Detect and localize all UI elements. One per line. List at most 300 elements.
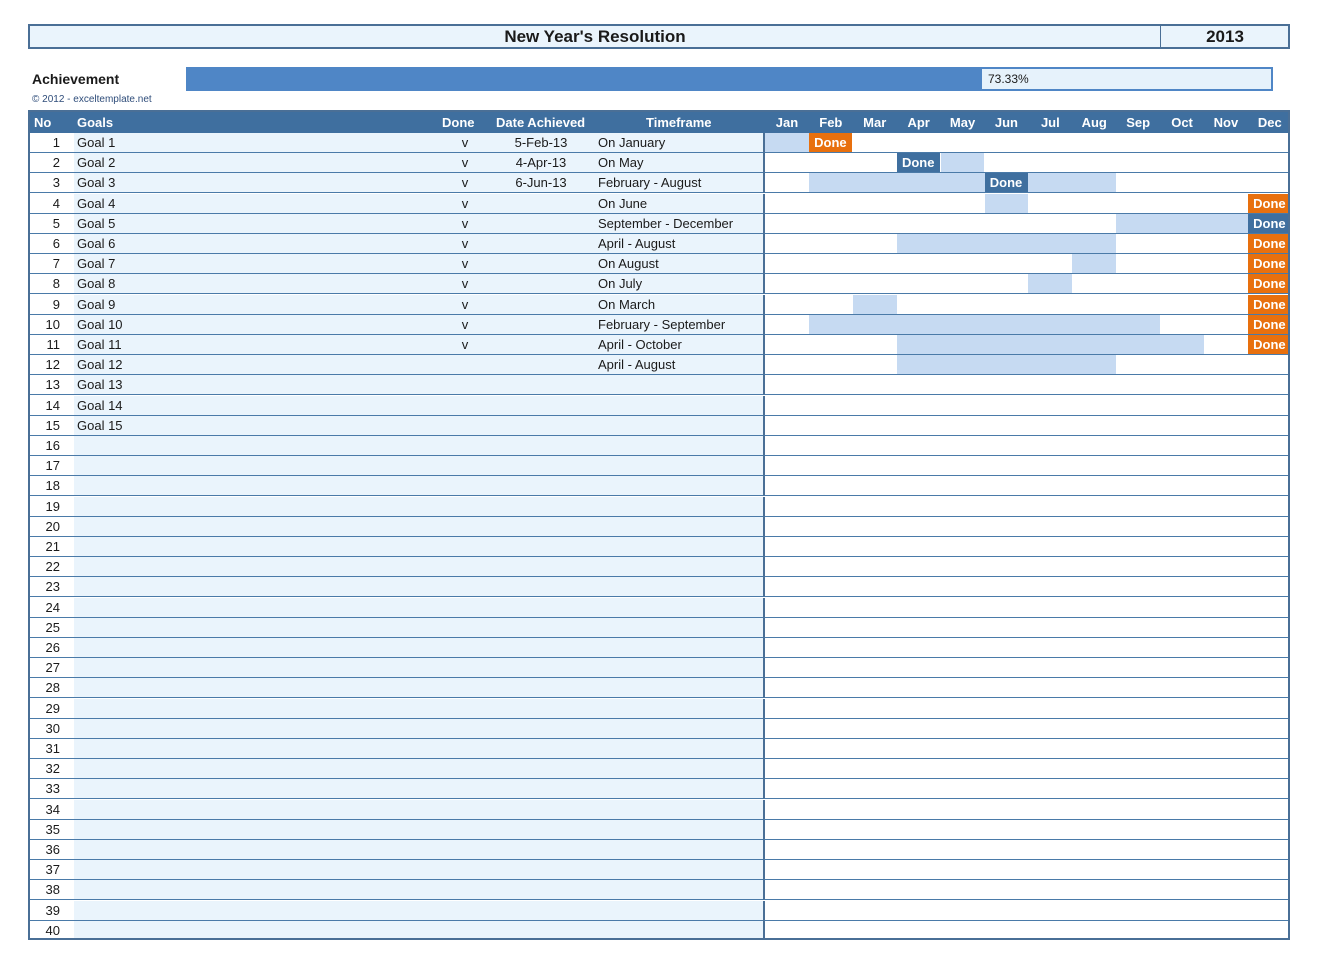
date-achieved[interactable]: [496, 618, 586, 637]
goal-name[interactable]: Goal 1: [77, 135, 116, 150]
timeframe-bar: [897, 335, 1204, 354]
row-info: [30, 678, 763, 698]
row-number[interactable]: 10: [45, 316, 60, 332]
date-achieved[interactable]: [496, 355, 586, 374]
done-marker: Done: [1248, 194, 1290, 213]
goal-name[interactable]: Goal 3: [77, 175, 116, 191]
table-row: [30, 254, 1288, 274]
header-done: Done: [442, 115, 475, 130]
goal-name[interactable]: Goal 10: [77, 316, 123, 332]
done-check[interactable]: [450, 355, 480, 374]
timeframe[interactable]: [598, 820, 763, 839]
table-row: [30, 517, 1288, 537]
date-achieved[interactable]: [496, 274, 586, 293]
month-timeline: [763, 901, 1290, 921]
row-number[interactable]: 35: [45, 821, 60, 837]
date-achieved[interactable]: [496, 678, 586, 697]
timeframe-bar: [765, 133, 809, 152]
goal-name[interactable]: [77, 739, 377, 758]
timeframe[interactable]: [598, 800, 763, 819]
goal-name[interactable]: Goal 8: [77, 276, 116, 292]
goal-name[interactable]: [77, 860, 377, 879]
row-number[interactable]: 15: [45, 417, 60, 433]
row-info: [30, 153, 763, 173]
row-number[interactable]: 38: [45, 882, 60, 898]
goal-name[interactable]: [77, 800, 377, 819]
month-timeline: [763, 577, 1290, 597]
row-number[interactable]: 12: [45, 357, 60, 373]
done-check[interactable]: [450, 840, 480, 859]
row-number[interactable]: 2: [52, 155, 60, 171]
date-achieved[interactable]: [496, 739, 586, 758]
done-check[interactable]: [450, 759, 480, 778]
done-check[interactable]: [450, 375, 480, 394]
table-row: [30, 335, 1288, 355]
row-number[interactable]: 18: [45, 478, 60, 494]
row-number[interactable]: 14: [45, 397, 60, 413]
date-achieved[interactable]: [496, 658, 586, 677]
table-row: [30, 234, 1288, 254]
timeframe[interactable]: [598, 901, 763, 920]
row-number[interactable]: 25: [45, 619, 60, 635]
date-achieved[interactable]: [496, 840, 586, 859]
month-timeline: [763, 497, 1290, 517]
row-info: [30, 436, 763, 456]
goal-name[interactable]: [77, 779, 377, 798]
table-row: [30, 456, 1288, 476]
timeframe[interactable]: [598, 699, 763, 718]
date-achieved[interactable]: [496, 699, 586, 718]
done-marker: Done: [1248, 254, 1290, 273]
row-number[interactable]: 39: [45, 902, 60, 918]
row-number[interactable]: 16: [45, 438, 60, 453]
timeframe[interactable]: [598, 396, 763, 415]
goal-name[interactable]: [77, 638, 377, 657]
date-achieved[interactable]: [496, 880, 586, 899]
month-timeline: [763, 658, 1290, 678]
timeframe[interactable]: [598, 779, 763, 798]
timeframe[interactable]: On January: [598, 135, 666, 150]
done-check[interactable]: [450, 860, 480, 879]
timeframe[interactable]: On May: [598, 155, 644, 171]
timeframe[interactable]: September - December: [598, 215, 734, 231]
date-achieved[interactable]: [496, 396, 586, 415]
row-number[interactable]: 23: [45, 579, 60, 595]
done-marker: Done: [897, 153, 940, 172]
row-number[interactable]: 11: [46, 337, 60, 352]
date-achieved[interactable]: [496, 375, 586, 394]
done-check[interactable]: [450, 517, 480, 536]
done-check[interactable]: [450, 456, 480, 475]
timeframe[interactable]: [598, 759, 763, 778]
month-timeline: [763, 133, 1290, 153]
date-achieved[interactable]: [496, 921, 586, 940]
goal-name[interactable]: Goal 6: [77, 236, 116, 251]
month-timeline: [763, 234, 1290, 254]
done-check[interactable]: [450, 618, 480, 637]
date-achieved[interactable]: [496, 719, 586, 738]
goal-name[interactable]: [77, 476, 377, 495]
month-timeline: [763, 759, 1290, 779]
timeframe[interactable]: February - September: [598, 316, 726, 332]
done-check[interactable]: [450, 800, 480, 819]
timeframe[interactable]: [598, 638, 763, 657]
done-check[interactable]: [450, 396, 480, 415]
table-row: [30, 577, 1288, 597]
goal-name[interactable]: [77, 537, 377, 556]
table-row: [30, 153, 1288, 173]
goal-name[interactable]: [77, 618, 377, 637]
goal-name[interactable]: Goal 4: [77, 195, 116, 211]
timeframe[interactable]: [598, 537, 763, 556]
row-info: [30, 618, 763, 638]
header-date-achieved: Date Achieved: [496, 115, 586, 130]
timeframe[interactable]: [598, 517, 763, 536]
table-row: [30, 699, 1288, 719]
timeframe-bar: [1072, 254, 1116, 273]
goal-name[interactable]: [77, 699, 377, 718]
date-achieved[interactable]: [496, 517, 586, 536]
date-achieved[interactable]: [496, 315, 586, 334]
timeframe[interactable]: On July: [598, 276, 643, 292]
month-timeline: [763, 618, 1290, 638]
header-month: Jun: [994, 115, 1018, 130]
month-timeline: [763, 880, 1290, 900]
achievement-percent: 73.33%: [988, 72, 1029, 86]
row-info: [30, 396, 763, 416]
table-row: [30, 618, 1288, 638]
row-number[interactable]: 40: [45, 922, 60, 938]
done-check[interactable]: [450, 739, 480, 758]
done-check[interactable]: [450, 557, 480, 576]
row-info: [30, 173, 763, 193]
row-number[interactable]: 19: [45, 498, 60, 514]
table-row: [30, 840, 1288, 860]
goal-name[interactable]: [77, 880, 377, 899]
done-check[interactable]: [450, 598, 480, 617]
row-number[interactable]: 24: [45, 599, 60, 615]
done-marker: Done: [1248, 214, 1290, 233]
row-info: [30, 194, 763, 214]
goal-name[interactable]: [77, 557, 377, 576]
table-header: [30, 112, 1288, 133]
row-number[interactable]: 3: [52, 175, 60, 191]
date-achieved[interactable]: [496, 416, 586, 435]
done-check[interactable]: [450, 476, 480, 495]
done-check[interactable]: v: [461, 256, 469, 272]
row-info: [30, 800, 763, 820]
timeframe[interactable]: On June: [598, 195, 648, 211]
date-achieved[interactable]: [496, 497, 586, 516]
done-marker: Done: [1248, 295, 1290, 314]
goal-name[interactable]: Goal 9: [77, 296, 116, 312]
timeframe[interactable]: February - August: [598, 175, 702, 191]
timeframe[interactable]: [598, 375, 763, 394]
done-check[interactable]: [450, 537, 480, 556]
goal-name[interactable]: [77, 719, 377, 738]
row-info: [30, 315, 763, 335]
goal-name[interactable]: [77, 820, 377, 839]
timeframe[interactable]: [598, 436, 763, 455]
row-info: [30, 860, 763, 880]
row-info: [30, 355, 763, 375]
date-achieved[interactable]: [496, 537, 586, 556]
timeframe[interactable]: April - October: [598, 337, 682, 352]
date-achieved[interactable]: [496, 598, 586, 617]
row-number[interactable]: 34: [45, 801, 60, 817]
timeframe[interactable]: [598, 921, 763, 940]
row-info: [30, 557, 763, 577]
date-achieved[interactable]: 5-Feb-13: [514, 135, 568, 150]
month-timeline: [763, 678, 1290, 698]
done-check[interactable]: v: [461, 175, 469, 191]
date-achieved[interactable]: [496, 194, 586, 213]
goal-name[interactable]: Goal 5: [77, 215, 116, 231]
date-achieved[interactable]: [496, 214, 586, 233]
row-number[interactable]: 8: [52, 276, 60, 292]
goal-name[interactable]: [77, 436, 377, 455]
goal-name[interactable]: [77, 517, 377, 536]
row-info: [30, 133, 763, 153]
done-check[interactable]: v: [461, 296, 469, 312]
row-number[interactable]: 4: [52, 195, 60, 211]
done-check[interactable]: v: [461, 195, 469, 211]
row-number[interactable]: 13: [45, 377, 60, 393]
timeframe-bar: [985, 194, 1029, 213]
row-info: [30, 921, 763, 940]
row-number[interactable]: 33: [45, 781, 60, 797]
goal-name[interactable]: [77, 901, 377, 920]
done-check[interactable]: [450, 436, 480, 455]
goal-name[interactable]: Goal 15: [77, 417, 123, 433]
goal-name[interactable]: Goal 7: [77, 256, 116, 272]
row-number[interactable]: 5: [52, 215, 60, 231]
row-number[interactable]: 21: [45, 539, 60, 554]
table-row: [30, 779, 1288, 799]
month-timeline: [763, 335, 1290, 355]
header-month: May: [949, 115, 976, 130]
done-check[interactable]: [450, 820, 480, 839]
done-check[interactable]: [450, 678, 480, 697]
timeframe[interactable]: [598, 618, 763, 637]
timeframe[interactable]: [598, 497, 763, 516]
row-number[interactable]: 9: [52, 296, 60, 312]
row-number[interactable]: 37: [45, 862, 60, 878]
row-info: [30, 214, 763, 234]
date-achieved[interactable]: [496, 860, 586, 879]
done-marker: Done: [1248, 234, 1290, 253]
table-row: [30, 497, 1288, 517]
timeframe[interactable]: [598, 860, 763, 879]
row-info: [30, 658, 763, 678]
done-check[interactable]: [450, 779, 480, 798]
done-check[interactable]: v: [461, 316, 469, 332]
row-info: [30, 699, 763, 719]
row-number[interactable]: 36: [45, 842, 60, 857]
timeframe-bar: [809, 173, 1116, 192]
table-row: [30, 355, 1288, 375]
row-info: [30, 577, 763, 597]
timeframe[interactable]: [598, 658, 763, 677]
header-month: Oct: [1171, 115, 1193, 130]
done-marker: Done: [1248, 335, 1290, 354]
date-achieved[interactable]: [496, 234, 586, 253]
timeframe[interactable]: On August: [598, 256, 659, 272]
done-marker: Done: [985, 173, 1028, 192]
row-info: [30, 335, 763, 355]
goal-name[interactable]: Goal 11: [77, 337, 122, 352]
date-achieved[interactable]: [496, 557, 586, 576]
month-timeline: [763, 860, 1290, 880]
date-achieved[interactable]: [496, 759, 586, 778]
month-timeline: [763, 396, 1290, 416]
done-check[interactable]: [450, 497, 480, 516]
date-achieved[interactable]: [496, 436, 586, 455]
month-timeline: [763, 537, 1290, 557]
goal-name[interactable]: [77, 456, 377, 475]
row-number[interactable]: 32: [45, 761, 60, 777]
goal-name[interactable]: Goal 14: [77, 397, 123, 413]
date-achieved[interactable]: [496, 335, 586, 354]
done-check[interactable]: [450, 699, 480, 718]
table-row: [30, 557, 1288, 577]
timeframe[interactable]: [598, 577, 763, 596]
date-achieved[interactable]: [496, 800, 586, 819]
row-info: [30, 254, 763, 274]
year-cell[interactable]: 2013: [1160, 26, 1289, 47]
row-number[interactable]: 22: [45, 559, 60, 575]
month-timeline: [763, 517, 1290, 537]
done-check[interactable]: [450, 921, 480, 940]
header-month: Feb: [819, 115, 843, 130]
row-number[interactable]: 28: [45, 680, 60, 696]
timeframe[interactable]: [598, 598, 763, 617]
timeframe[interactable]: [598, 840, 763, 859]
row-number[interactable]: 17: [45, 458, 60, 474]
table-row: [30, 194, 1288, 214]
goal-name[interactable]: Goal 2: [77, 155, 116, 171]
goal-name[interactable]: [77, 577, 377, 596]
table-row: [30, 739, 1288, 759]
timeframe-bar: [941, 153, 985, 172]
timeframe[interactable]: April - August: [598, 236, 676, 251]
timeframe[interactable]: April - August: [598, 357, 676, 373]
date-achieved[interactable]: [496, 820, 586, 839]
done-check[interactable]: [450, 719, 480, 738]
row-number[interactable]: 1: [52, 135, 60, 150]
goal-name[interactable]: Goal 13: [77, 377, 123, 393]
row-info: [30, 739, 763, 759]
date-achieved[interactable]: [496, 254, 586, 273]
month-timeline: [763, 194, 1290, 214]
done-check[interactable]: v: [461, 155, 469, 171]
table-row: [30, 476, 1288, 496]
timeframe[interactable]: [598, 678, 763, 697]
date-achieved[interactable]: 4-Apr-13: [515, 155, 567, 171]
done-check[interactable]: [450, 901, 480, 920]
date-achieved[interactable]: [496, 577, 586, 596]
done-check[interactable]: [450, 577, 480, 596]
goal-name[interactable]: [77, 678, 377, 697]
row-number[interactable]: 30: [45, 720, 60, 736]
month-timeline: [763, 779, 1290, 799]
goal-name[interactable]: [77, 921, 377, 940]
done-check[interactable]: v: [461, 276, 469, 292]
date-achieved[interactable]: [496, 295, 586, 314]
month-timeline: [763, 921, 1290, 940]
done-check[interactable]: [450, 416, 480, 435]
done-check[interactable]: v: [461, 215, 469, 231]
table-row: [30, 436, 1288, 456]
timeframe-bar: [853, 295, 897, 314]
goal-name[interactable]: [77, 497, 377, 516]
table-row: [30, 396, 1288, 416]
date-achieved[interactable]: 6-Jun-13: [515, 175, 567, 191]
date-achieved[interactable]: [496, 456, 586, 475]
table-row: [30, 537, 1288, 557]
goal-name[interactable]: [77, 840, 377, 859]
row-info: [30, 476, 763, 496]
month-timeline: [763, 214, 1290, 234]
timeframe[interactable]: [598, 739, 763, 758]
timeframe[interactable]: [598, 880, 763, 899]
goal-name[interactable]: [77, 759, 377, 778]
done-check[interactable]: v: [461, 135, 469, 150]
row-number[interactable]: 27: [45, 660, 60, 676]
table-row: [30, 860, 1288, 880]
date-achieved[interactable]: [496, 901, 586, 920]
done-check[interactable]: [450, 638, 480, 657]
table-row: [30, 214, 1288, 234]
table-row: [30, 921, 1288, 940]
row-number[interactable]: 6: [52, 236, 60, 251]
row-info: [30, 497, 763, 517]
title-bar: [28, 24, 1290, 49]
row-number[interactable]: 26: [45, 640, 60, 655]
done-check[interactable]: [450, 658, 480, 677]
goal-name[interactable]: Goal 12: [77, 357, 123, 373]
date-achieved[interactable]: [496, 476, 586, 495]
date-achieved[interactable]: [496, 638, 586, 657]
timeframe[interactable]: [598, 416, 763, 435]
timeframe[interactable]: [598, 456, 763, 475]
row-number[interactable]: 7: [52, 256, 60, 272]
done-check[interactable]: [450, 880, 480, 899]
row-number[interactable]: 31: [45, 741, 60, 756]
timeframe[interactable]: [598, 557, 763, 576]
timeframe[interactable]: [598, 476, 763, 495]
achievement-progress-fill: [188, 69, 982, 89]
goal-name[interactable]: [77, 598, 377, 617]
row-number[interactable]: 20: [45, 518, 60, 534]
date-achieved[interactable]: [496, 779, 586, 798]
done-marker: Done: [1248, 315, 1290, 334]
table-row: [30, 658, 1288, 678]
month-timeline: [763, 315, 1290, 335]
row-info: [30, 517, 763, 537]
done-check[interactable]: v: [461, 337, 469, 352]
row-info: [30, 638, 763, 658]
timeframe[interactable]: On March: [598, 296, 656, 312]
row-info: [30, 901, 763, 921]
timeframe[interactable]: [598, 719, 763, 738]
table-row: [30, 719, 1288, 739]
done-check[interactable]: v: [461, 236, 469, 251]
month-timeline: [763, 153, 1290, 173]
row-number[interactable]: 29: [45, 700, 60, 716]
goal-name[interactable]: [77, 658, 377, 677]
row-info: [30, 840, 763, 860]
